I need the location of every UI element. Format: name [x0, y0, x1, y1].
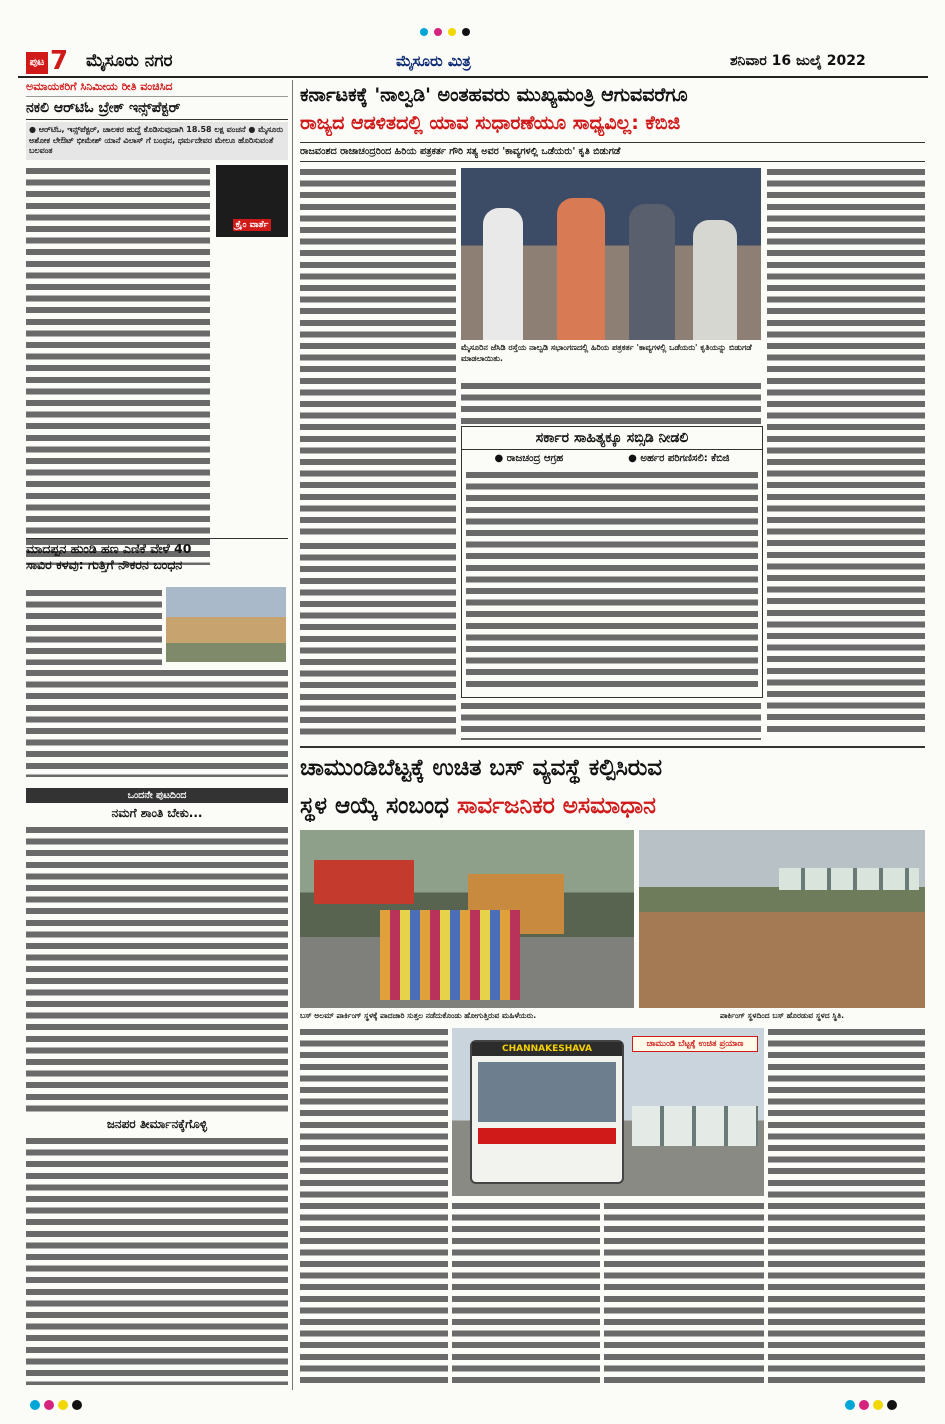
bottom-headline-1: ಚಾಮುಂಡಿಬೆಟ್ಟಕ್ಕೆ ಉಚಿತ ಬಸ್ ವ್ಯವಸ್ಥೆ ಕಲ್ಪಿಸಿರುವ: [300, 755, 663, 781]
crowd-caption: ಬಸ್ ಅಲಮ್ ಪಾರ್ಕಿಂಗ್ ಸ್ಥಳಕ್ಕೆ ಪಾದಚಾರಿ ಸುತ್ತಲ ನಡೆದುಕೊಂಡು ಹೋಗುತ್ತಿರುವ ಮಹಿಳೆಯರು.: [300, 1011, 537, 1020]
crowd-photo: [300, 830, 634, 1008]
parking-caption: ಪಾರ್ಕಿಂಗ್ ಸ್ಥಳದಿಂದ ಬಸ್ ಹೊರಡುವ ಸ್ಥಳದ ಸ್ಥಿತಿ.: [719, 1011, 844, 1020]
bottom-body-col-4: [768, 1026, 925, 1386]
dateline: ಶನಿವಾರ 16 ಜುಲೈ 2022: [730, 53, 866, 69]
continued-label: ಒಂದನೇ ಪುಟದಿಂದ: [127, 790, 187, 801]
bus-photo: [452, 1028, 764, 1196]
left-story-1-bullets: ● ಆರ್‌ಟಿಓ, ಇನ್ಸ್‌ಪೆಕ್ಟರ್, ಚಾಲಕರ ಹುದ್ದೆ ಕೊಡಿಸುವುದಾಗಿ 18.58 ಲಕ್ಷ ವಂಚನೆ ● ಮೈಸೂರು ಅಶೋಕ ಲೇಔಟ್ ಭೀಮೇಶ್ ಯಾನೆ ವಿಲಾಸ್ ಗೆ ಬಂಧನ, ಧರ್ಮದೇವರ ಮೇಲೂ ಹೊರಿಸುವಂತೆ ಬಲವಂತ: [26, 122, 288, 160]
left-story-3-headline: ನಮಗೆ ಶಾಂತಿ ಬೇಕು...: [111, 806, 203, 820]
left-story-1-kicker: ಅಮಾಯಕರಿಗೆ ಸಿನಿಮೀಯ ರೀತಿ ವಂಚಿಸಿದ: [26, 80, 288, 97]
left-story-2-body-cont: [26, 667, 288, 777]
reg-magenta-r: [859, 1400, 869, 1410]
main-body-col-2: [461, 380, 761, 424]
bottom-body-col-2: [452, 1200, 600, 1386]
bus-windshield: [478, 1062, 616, 1122]
person-2: [557, 198, 605, 340]
subsidy-box-sub-right: ● ಅರ್ಹರ ಪರಿಗಣಿಸಲಿ: ಕೆಬಿಜಿ: [628, 453, 730, 464]
reg-top-2: [434, 28, 442, 36]
continued-bar: [26, 788, 288, 803]
left-story-3-body-2: [26, 1135, 288, 1385]
bottom-headline-2a: ಸ್ಥಳ ಆಯ್ಕೆ ಸಂಬಂಧ: [300, 793, 457, 819]
reg-black-r: [887, 1400, 897, 1410]
registration-marks-bottom-left: [30, 1400, 100, 1410]
bus-shape-1: [314, 860, 414, 904]
section-title: ಮೈಸೂರು ನಗರ: [86, 51, 173, 71]
left-story-1-body: [26, 165, 210, 565]
bottom-body-col-1: [300, 1026, 448, 1386]
page-number: 7: [50, 46, 69, 76]
reg-cyan: [30, 1400, 40, 1410]
main-headline-1: ಕರ್ನಾಟಕಕ್ಕೆ 'ನಾಲ್ವಡಿ' ಅಂತಹವರು ಮುಖ್ಯಮಂತ್ರಿ ಆಗುವವರೆಗೂ: [300, 84, 688, 106]
reg-top-3: [448, 28, 456, 36]
main-body-col-1b: [300, 540, 456, 740]
parked-buses: [779, 868, 919, 890]
person-3: [629, 204, 675, 340]
left-story-3-subhead: ಜನಪರ ತೀರ್ಮಾನಕ್ಕೆಗೊಳ್ಳಿ: [106, 1117, 208, 1131]
registration-marks-bottom-right: [845, 1400, 915, 1410]
masthead: ಮೈಸೂರು ಮಿತ್ರ: [396, 52, 471, 70]
left-story-2-headline-2: ಸಾವಿರ ಕಳವು: ಗುತ್ತಿಗೆ ನೌಕರನ ಬಂಧನ: [26, 557, 183, 572]
reg-top-1: [420, 28, 428, 36]
subsidy-box: [461, 426, 763, 698]
reg-yellow: [58, 1400, 68, 1410]
bus-row: [632, 1106, 758, 1146]
bottom-story-rule: [300, 746, 925, 748]
parking-photo: [639, 830, 925, 1008]
bus-label: CHANNAKESHAVA: [472, 1042, 622, 1056]
registration-marks-top: [420, 28, 520, 36]
person-1: [483, 208, 523, 340]
left-story-2-headline-1: ಮಾದಪ್ಪನ ಹುಂಡಿ ಹಣ ಎಣಿಕೆ ವೇಳೆ 40: [26, 541, 192, 556]
bus-stripe: [478, 1128, 616, 1144]
reg-cyan-r: [845, 1400, 855, 1410]
bottom-body-col-3: [604, 1200, 764, 1386]
subsidy-box-headline: ಸರ್ಕಾರ ಸಾಹಿತ್ಯಕ್ಕೂ ಸಬ್ಸಿಡಿ ನೀಡಲಿ: [462, 427, 762, 450]
left-story-2-body: [26, 587, 162, 665]
left-story-1-headline: ನಕಲಿ ಆರ್‌ಟಿಓ ಬ್ರೇಕ್ ಇನ್ಸ್‌ಪೆಕ್ಟರ್: [26, 97, 288, 120]
reg-magenta: [44, 1400, 54, 1410]
subsidy-box-body: [466, 469, 758, 687]
reg-black: [72, 1400, 82, 1410]
crime-badge: [216, 165, 288, 237]
left-story-3: [26, 788, 288, 1388]
bus-body: [470, 1040, 624, 1184]
main-headline-2: ರಾಜ್ಯದ ಆಡಳಿತದಲ್ಲಿ ಯಾವ ಸುಧಾರಣೆಯೂ ಸಾಧ್ಯವಿಲ್ಲ: ಕೆಬಿಜಿ: [300, 112, 681, 134]
temple-photo: [166, 587, 286, 662]
column-divider: [292, 80, 293, 1390]
reg-top-4: [462, 28, 470, 36]
crime-badge-label: ಕ್ರೈಂ ವಾರ್ತೆ: [233, 219, 272, 231]
left-story-3-body-1: [26, 824, 288, 1114]
subsidy-box-sub-left: ● ರಾಜಚಂದ್ರ ಆಗ್ರಹ: [494, 453, 564, 464]
page-label: ಪುಟ: [26, 52, 48, 74]
person-4: [693, 220, 737, 340]
main-body-col-1: [300, 166, 456, 536]
bottom-headline-2b: ಸಾರ್ವಜನಿಕರ ಅಸಮಾಧಾನ: [457, 793, 656, 819]
main-strap: ರಾಜವಂಶದ ರಾಜಾಚಂದ್ರರಿಂದ ಹಿರಿಯ ಪತ್ರಕರ್ತ ಗೌರಿ ಸತ್ಯ ಅವರ 'ಕಾವ್ಯಗಳಲ್ಲಿ ಒಡೆಯರು' ಕೃತಿ ಬಿಡುಗಡೆ: [300, 142, 925, 162]
main-body-col-right: [767, 166, 925, 736]
reg-yellow-r: [873, 1400, 883, 1410]
crowd-shape: [380, 910, 520, 1000]
subsidy-box-subs: [462, 450, 762, 467]
book-release-photo: [461, 168, 761, 340]
bottom-headline-2: [300, 790, 925, 822]
bus-banner: ಚಾಮುಂಡಿ ಬೆಟ್ಟಕ್ಕೆ ಉಚಿತ ಪ್ರಯಾಣ: [632, 1036, 758, 1052]
left-story-2: [26, 538, 288, 781]
photo-caption: ಮೈಸೂರಿನ ಜೆಸಿಡಿ ರಸ್ತೆಯ ನಾಲ್ವಡಿ ಸಭಾಂಗಣದಲ್ಲಿ ಹಿರಿಯ ಪತ್ರಕರ್ತ 'ಕಾವ್ಯಗಳಲ್ಲಿ ಒಡೆಯರು' ಕೃತಿಯನ್ನು ಬಿಡುಗಡೆ ಮಾಡಲಾಯಿತು.: [461, 343, 752, 363]
main-body-bottom-strip: [461, 700, 761, 740]
